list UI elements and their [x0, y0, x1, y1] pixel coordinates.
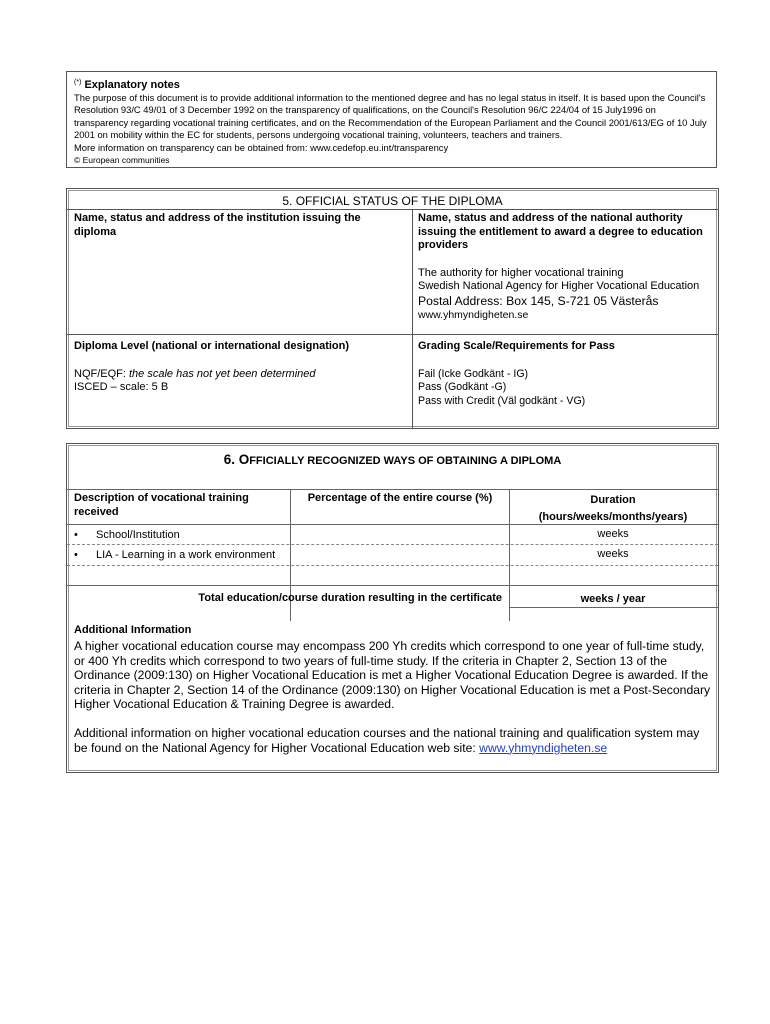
grading-heading: Grading Scale/Requirements for Pass	[418, 340, 615, 352]
additional-paragraph-2	[74, 726, 714, 755]
explanatory-notes-box	[66, 71, 717, 168]
notes-copyright: © European communities	[74, 155, 170, 166]
institution-heading: Name, status and address of the institution issuing the diploma	[74, 212, 361, 238]
additional-paragraph-1: A higher vocational education course may encompass 200 Yh credits which correspond to one year of full-time study, or 400 Yh credits which correspond to two years of full-time study. If the criteria in Chapter 2, Section 13 of the Ordinance (2009:130) on Higher Vocational Education is met a Higher Vocational Education Degree is awarded. If the criteria in Chapter 2, Section 14 of the Ordinance (2009:130) on Higher Vocational Education is met a Post-Secondary Higher Vocational Education & Training Degree is awarded.	[74, 639, 711, 712]
table-row	[74, 549, 275, 561]
divider	[509, 489, 510, 621]
diploma-level-cell	[74, 340, 409, 395]
notes-more-info: More information on transparency can be obtained from: www.cedefop.eu.int/transparency	[74, 141, 449, 153]
authority-address: Postal Address: Box 145, S-721 05 Västerås	[418, 293, 659, 308]
authority-line1: The authority for higher vocational training	[418, 266, 624, 279]
agency-website-link[interactable]: www.yhmyndigheten.se	[479, 740, 608, 755]
divider	[67, 544, 718, 545]
divider	[67, 565, 718, 566]
divider	[412, 209, 413, 428]
grading-cell	[418, 340, 716, 408]
col-duration-header-line1: Duration	[590, 494, 636, 506]
row-duration-lia: weeks	[597, 548, 629, 560]
total-value: weeks / year	[580, 593, 646, 605]
nqf-value: the scale has not yet been determined	[129, 367, 316, 380]
section-6-recognized-ways	[66, 443, 719, 773]
divider	[67, 209, 718, 210]
row-label-school: School/Institution	[96, 529, 180, 541]
bullet: •	[74, 529, 78, 541]
nqf-label: NQF/EQF:	[74, 367, 129, 380]
authority-cell	[418, 212, 716, 322]
notes-paragraph: The purpose of this document is to provide additional information to the mentioned degree and has no legal status in itself. It is based upon the Council's Resolution 93/C 49/01 of 3 December 1992 on the transparency of qualifications, on the Council's Resolution 96/C 224/04 of 15 July1996 on transparency regarding vocational training certificates, and on the Recommendation of the European Parliament and the Council 2001/613/EG of 10 July 2001 on mobility within the EC for students, persons undergoing vocational training, volunteers, teachers and trainers.	[74, 92, 707, 141]
section-6-title	[67, 452, 718, 467]
section-6-title-rest: FFICIALLY RECOGNIZED WAYS OF OBTAINING A DIPLOMA	[249, 455, 562, 467]
grade-fail: Fail (Icke Godkänt - IG)	[418, 367, 529, 380]
additional-heading: Additional Information	[74, 624, 192, 636]
institution-cell	[74, 212, 374, 239]
divider	[67, 334, 718, 335]
notes-marker: (*)	[74, 79, 82, 86]
authority-line2: Swedish National Agency for Higher Vocational Education	[418, 280, 700, 292]
nqf-line	[74, 368, 409, 382]
divider	[67, 489, 718, 490]
section-6-title-number: 6. O	[223, 452, 250, 467]
col-duration-header-line2: (hours/weeks/months/years)	[538, 511, 688, 523]
authority-heading: Name, status and address of the national authority issuing the entitlement to award a degree to education providers	[418, 212, 703, 251]
notes-title-line	[74, 76, 709, 92]
grade-pass: Pass (Godkänt -G)	[418, 381, 507, 393]
additional-paragraph-2-text: Additional information on higher vocational education courses and the national training and qualification system may be found on the National Agency for Higher Vocational Education web site:	[74, 725, 700, 755]
col-percentage-header: Percentage of the entire course (%)	[307, 492, 493, 504]
total-label: Total education/course duration resulting in the certificate	[198, 592, 502, 604]
additional-text	[74, 639, 714, 755]
isced-line: ISCED – scale: 5 B	[74, 381, 169, 393]
grade-pass-with-credit: Pass with Credit (Väl godkänt - VG)	[418, 394, 586, 407]
row-label-lia: LIA - Learning in a work environment	[96, 549, 276, 561]
authority-web: www.yhmyndigheten.se	[418, 308, 529, 321]
col-duration-header	[513, 492, 713, 526]
notes-title: Explanatory notes	[84, 79, 180, 91]
bullet: •	[74, 549, 78, 561]
diploma-level-heading: Diploma Level (national or international designation)	[74, 340, 350, 352]
section-5-official-status	[66, 188, 719, 429]
section-5-title: 5. OFFICIAL STATUS OF THE DIPLOMA	[282, 194, 503, 208]
table-row	[74, 529, 180, 541]
col-description-header: Description of vocational training received	[74, 492, 249, 518]
divider	[509, 607, 718, 608]
row-duration-school: weeks	[597, 528, 629, 540]
divider	[67, 585, 718, 586]
